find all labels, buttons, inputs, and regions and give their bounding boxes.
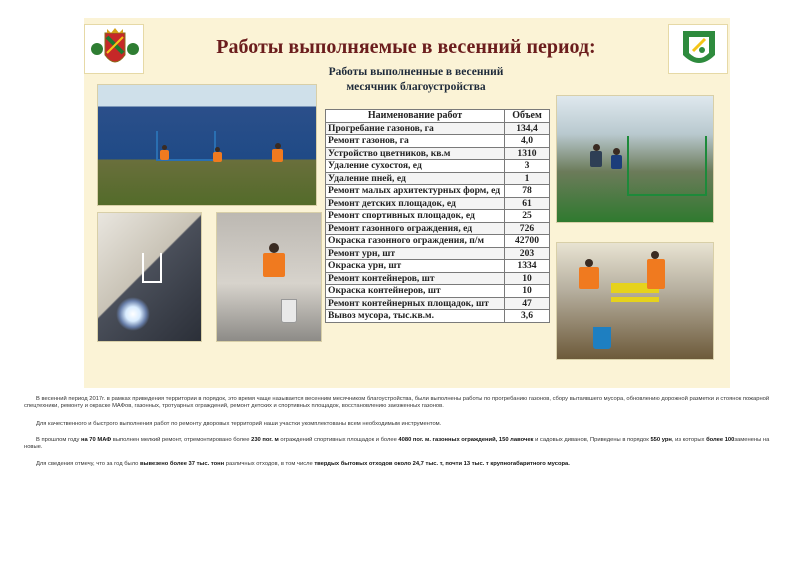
bold-span: 550 урн bbox=[650, 437, 672, 443]
photo-fence-painting bbox=[97, 84, 317, 206]
poster-subtitle-line-2: месячник благоустройства bbox=[346, 81, 486, 93]
organization-logo bbox=[668, 24, 728, 74]
worker-vest bbox=[263, 253, 285, 277]
text-span: различных отходов, в том числе bbox=[224, 461, 315, 467]
paint-bucket bbox=[281, 299, 297, 323]
railing-shape bbox=[142, 253, 162, 283]
row-name: Ремонт контейнерных площадок, шт bbox=[326, 297, 505, 310]
worker-head bbox=[651, 251, 659, 259]
table-row bbox=[326, 185, 550, 198]
bold-span: 4080 пог. м. газонных ограждений, 150 лавочек bbox=[398, 437, 534, 443]
row-name: Ремонт газонов, га bbox=[326, 135, 505, 148]
bold-span: на 70 МАФ bbox=[80, 437, 112, 443]
paragraph-repairs bbox=[24, 437, 776, 452]
bold-span: 230 пог. м bbox=[251, 437, 279, 443]
row-value: 10 bbox=[505, 285, 550, 298]
worker-vest bbox=[160, 150, 169, 160]
fence-shape bbox=[627, 136, 707, 196]
photo-curb-painting bbox=[216, 212, 322, 342]
table-row bbox=[326, 222, 550, 235]
paint-bucket bbox=[593, 327, 611, 349]
poster bbox=[84, 18, 730, 388]
table-row bbox=[326, 247, 550, 260]
worker-jacket bbox=[611, 155, 622, 169]
text-span: , из которых bbox=[671, 437, 707, 443]
text-span: ограждений спортивных площадок и более bbox=[278, 437, 399, 443]
works-table bbox=[325, 109, 550, 323]
paragraph-tools: Для качественного и быстрого выполнения работ по ремонту дворовых территорий наши участки укомплектованы всем необходимым инструментом. bbox=[36, 421, 442, 427]
coat-of-arms-emblem bbox=[84, 24, 144, 74]
worker-jacket bbox=[590, 151, 602, 167]
row-name: Ремонт газонного ограждения, ед bbox=[326, 222, 505, 235]
row-value: 61 bbox=[505, 197, 550, 210]
worker-head bbox=[269, 243, 279, 253]
row-value: 3 bbox=[505, 160, 550, 173]
photo-playground-fence bbox=[556, 95, 714, 223]
table-row bbox=[326, 160, 550, 173]
welding-spark bbox=[116, 297, 150, 331]
table-row bbox=[326, 235, 550, 248]
row-name: Ремонт малых архитектурных форм, ед bbox=[326, 185, 505, 198]
poster-title: Работы выполняемые в весенний период: bbox=[216, 36, 596, 58]
worker-head bbox=[593, 144, 600, 151]
table-row bbox=[326, 310, 550, 323]
paragraph-spring-works: В весенний период 2017г. в рамках приведения территории в порядок, это время чаще называется весенним месячником благоустройства, были выполнены работы по прогребанию газонов, сбору вытаявшего мусора, обновлению дорожной разметки и стоянок пожарной спецтехники, ремонту и окраске МАФов, газонных, тротуарных ограждений, ремонт детских и спортивных площадок, восстановлению заезженных газонов. bbox=[24, 396, 770, 410]
bold-span: вывезено более 37 тыс. тонн bbox=[139, 461, 225, 467]
worker-vest bbox=[213, 152, 222, 162]
row-name: Удаление сухостоя, ед bbox=[326, 160, 505, 173]
row-value: 42700 bbox=[505, 235, 550, 248]
text-span: заменены на новые. bbox=[24, 437, 770, 451]
table-row bbox=[326, 260, 550, 273]
text-span: выполнен мелкий ремонт, отремонтировано более bbox=[111, 437, 252, 443]
row-value: 4,0 bbox=[505, 135, 550, 148]
table-row bbox=[326, 147, 550, 160]
text-span: В прошлом году bbox=[36, 437, 81, 443]
row-name: Вывоз мусора, тыс.кв.м. bbox=[326, 310, 505, 323]
worker-vest bbox=[647, 259, 665, 289]
row-value: 10 bbox=[505, 272, 550, 285]
bold-span: твердых бытовых отходов около 24,7 тыс. т, почти 13 тыс. т крупногабаритного мусора. bbox=[314, 461, 570, 467]
table-row bbox=[326, 135, 550, 148]
paragraph-waste bbox=[24, 461, 776, 468]
worker-head bbox=[585, 259, 593, 267]
row-value: 203 bbox=[505, 247, 550, 260]
table-row bbox=[326, 272, 550, 285]
row-name: Окраска контейнеров, шт bbox=[326, 285, 505, 298]
poster-subtitle-line-1: Работы выполненные в весенний bbox=[328, 66, 504, 78]
row-value: 3,6 bbox=[505, 310, 550, 323]
worker-head bbox=[613, 148, 620, 155]
row-name: Удаление пней, ед bbox=[326, 172, 505, 185]
row-name: Окраска газонного ограждения, п/м bbox=[326, 235, 505, 248]
row-name: Ремонт спортивных площадок, ед bbox=[326, 210, 505, 223]
worker-vest bbox=[272, 149, 283, 162]
photo-welding bbox=[97, 212, 202, 342]
table-header-row bbox=[326, 110, 550, 123]
row-name: Устройство цветников, кв.м bbox=[326, 147, 505, 160]
row-name: Ремонт урн, шт bbox=[326, 247, 505, 260]
poster-subtitle bbox=[316, 65, 516, 95]
header-name: Наименование работ bbox=[326, 110, 505, 123]
worker-vest bbox=[579, 267, 599, 289]
table-row bbox=[326, 197, 550, 210]
text-span: и садовых диванов, Приведены в порядок bbox=[533, 437, 651, 443]
row-value: 726 bbox=[505, 222, 550, 235]
row-value: 1 bbox=[505, 172, 550, 185]
bold-span: более 100 bbox=[706, 437, 735, 443]
photo-bench-painting bbox=[556, 242, 714, 360]
row-value: 1334 bbox=[505, 260, 550, 273]
row-value: 1310 bbox=[505, 147, 550, 160]
header-value: Объем bbox=[505, 110, 550, 123]
table-row bbox=[326, 172, 550, 185]
table-row bbox=[326, 297, 550, 310]
table-row bbox=[326, 285, 550, 298]
row-value: 134,4 bbox=[505, 122, 550, 135]
text-span: Для сведения отмечу, что за год было bbox=[36, 461, 140, 467]
bench-seat-shape bbox=[611, 297, 659, 302]
row-value: 25 bbox=[505, 210, 550, 223]
row-name: Прогребание газонов, га bbox=[326, 122, 505, 135]
table-row bbox=[326, 210, 550, 223]
row-name: Ремонт контейнеров, шт bbox=[326, 272, 505, 285]
row-name: Ремонт детских площадок, ед bbox=[326, 197, 505, 210]
row-name: Окраска урн, шт bbox=[326, 260, 505, 273]
row-value: 47 bbox=[505, 297, 550, 310]
row-value: 78 bbox=[505, 185, 550, 198]
table-row bbox=[326, 122, 550, 135]
